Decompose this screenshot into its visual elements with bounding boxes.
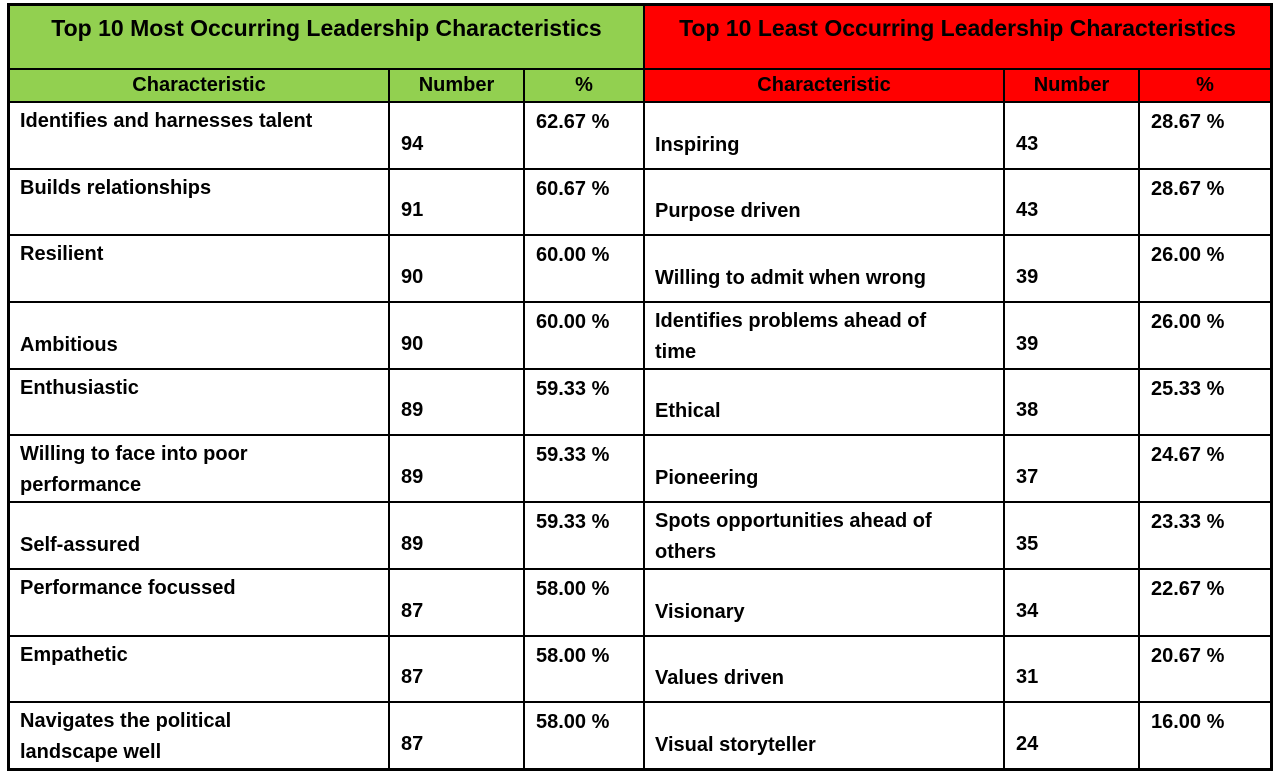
most-occurring-table [10,6,643,768]
most-row-7-percent: 59.33 % [523,501,643,568]
least-row-6-number: 37 [1003,434,1138,501]
least-row-10-number: 24 [1003,701,1138,768]
most-row-9-percent: 58.00 % [523,635,643,702]
most-row-4-characteristic: Ambitious [10,301,388,368]
most-col-header-number: Number [388,68,523,101]
most-row-5-number: 89 [388,368,523,435]
most-row-5-percent: 59.33 % [523,368,643,435]
most-row-8-characteristic: Performance focussed [10,568,388,635]
least-row-3-percent: 26.00 % [1138,234,1270,301]
least-row-8-characteristic: Visionary [645,568,1003,635]
least-row-10-percent: 16.00 % [1138,701,1270,768]
least-row-1-number: 43 [1003,101,1138,168]
least-row-6-percent: 24.67 % [1138,434,1270,501]
least-row-6-characteristic: Pioneering [645,434,1003,501]
most-row-4-percent: 60.00 % [523,301,643,368]
leadership-table [7,3,1273,771]
least-row-9-percent: 20.67 % [1138,635,1270,702]
most-row-10-characteristic: Navigates the political landscape well [10,701,388,768]
least-row-2-percent: 28.67 % [1138,168,1270,235]
most-col-header-characteristic: Characteristic [10,68,388,101]
most-row-8-number: 87 [388,568,523,635]
most-row-1-percent: 62.67 % [523,101,643,168]
most-row-10-number: 87 [388,701,523,768]
least-row-10-characteristic: Visual storyteller [645,701,1003,768]
least-row-3-number: 39 [1003,234,1138,301]
most-row-7-characteristic: Self-assured [10,501,388,568]
most-row-3-characteristic: Resilient [10,234,388,301]
most-row-8-percent: 58.00 % [523,568,643,635]
most-row-7-number: 89 [388,501,523,568]
least-row-5-percent: 25.33 % [1138,368,1270,435]
least-row-7-percent: 23.33 % [1138,501,1270,568]
least-row-3-characteristic: Willing to admit when wrong [645,234,1003,301]
most-col-header-percent: % [523,68,643,101]
least-occurring-title: Top 10 Least Occurring Leadership Characteristics [645,6,1270,68]
least-row-9-characteristic: Values driven [645,635,1003,702]
most-row-9-characteristic: Empathetic [10,635,388,702]
most-row-1-number: 94 [388,101,523,168]
least-col-header-percent: % [1138,68,1270,101]
most-row-3-percent: 60.00 % [523,234,643,301]
least-row-2-characteristic: Purpose driven [645,168,1003,235]
most-row-5-characteristic: Enthusiastic [10,368,388,435]
most-row-9-number: 87 [388,635,523,702]
most-row-4-number: 90 [388,301,523,368]
least-row-8-percent: 22.67 % [1138,568,1270,635]
most-row-2-number: 91 [388,168,523,235]
least-col-header-characteristic: Characteristic [645,68,1003,101]
most-row-6-characteristic: Willing to face into poor performance [10,434,388,501]
most-row-2-characteristic: Builds relationships [10,168,388,235]
least-row-7-number: 35 [1003,501,1138,568]
most-row-6-percent: 59.33 % [523,434,643,501]
least-row-4-percent: 26.00 % [1138,301,1270,368]
most-occurring-title: Top 10 Most Occurring Leadership Characteristics [10,6,643,68]
least-row-7-characteristic: Spots opportunities ahead of others [645,501,1003,568]
most-row-6-number: 89 [388,434,523,501]
least-row-2-number: 43 [1003,168,1138,235]
least-row-1-percent: 28.67 % [1138,101,1270,168]
least-row-4-number: 39 [1003,301,1138,368]
least-row-4-characteristic: Identifies problems ahead of time [645,301,1003,368]
most-row-1-characteristic: Identifies and harnesses talent [10,101,388,168]
most-row-2-percent: 60.67 % [523,168,643,235]
least-row-1-characteristic: Inspiring [645,101,1003,168]
least-row-5-number: 38 [1003,368,1138,435]
least-row-9-number: 31 [1003,635,1138,702]
least-col-header-number: Number [1003,68,1138,101]
least-row-5-characteristic: Ethical [645,368,1003,435]
most-row-3-number: 90 [388,234,523,301]
least-row-8-number: 34 [1003,568,1138,635]
least-occurring-table [643,6,1270,768]
most-row-10-percent: 58.00 % [523,701,643,768]
